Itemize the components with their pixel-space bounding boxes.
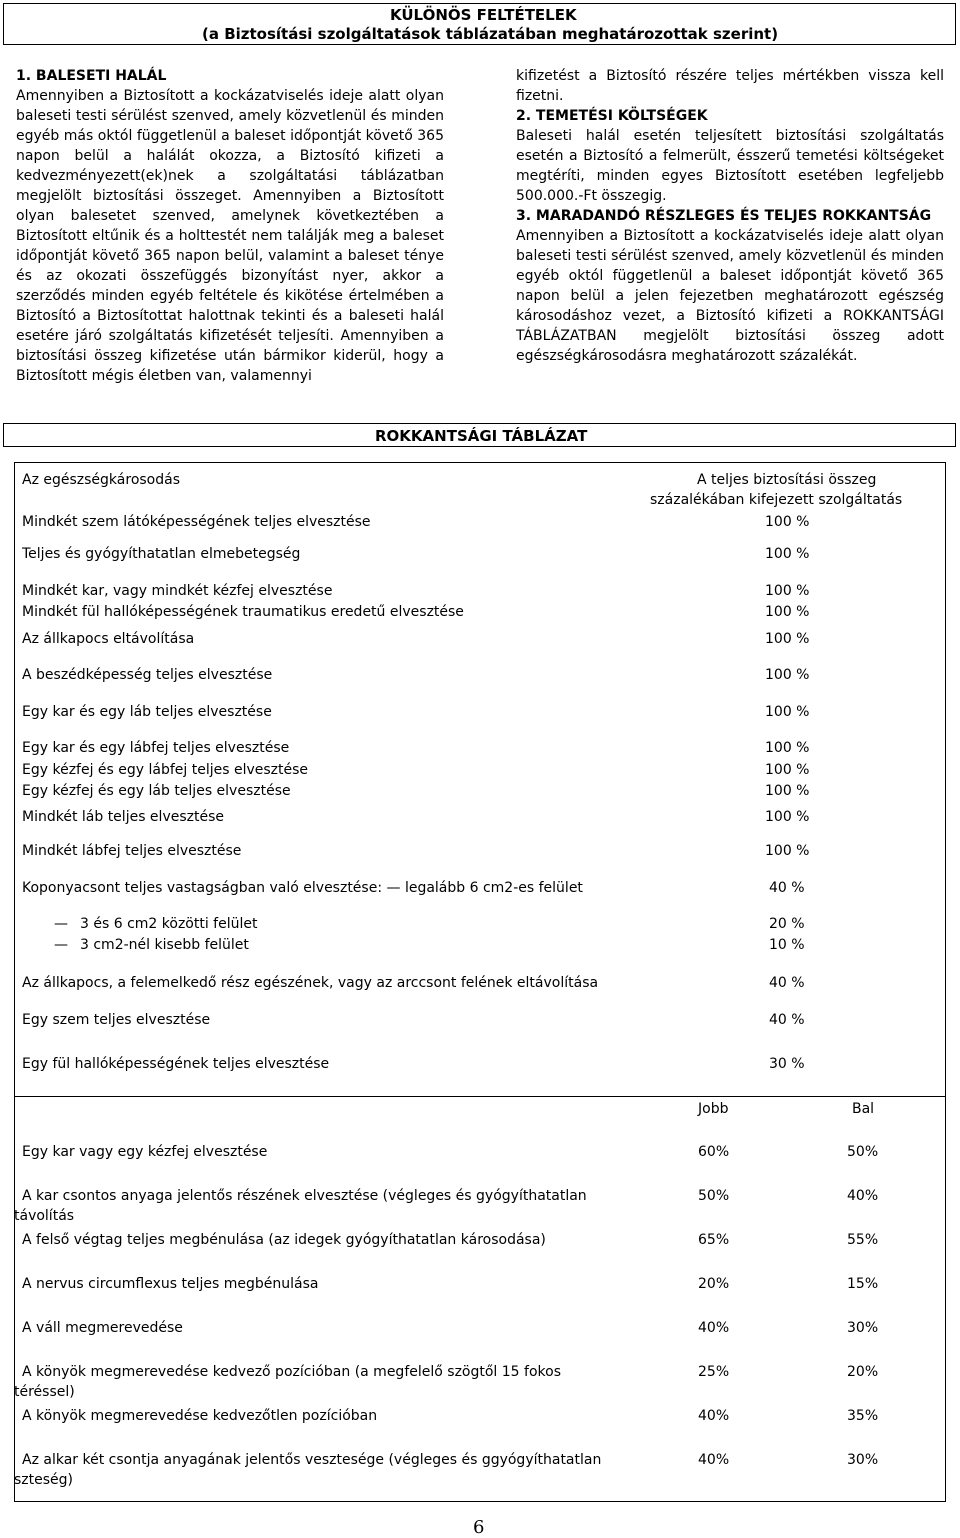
row-value: 100 % xyxy=(765,762,810,778)
row-value: 40 % xyxy=(769,1012,805,1028)
row-label: Mindkét kar, vagy mindkét kézfej elvesztése xyxy=(22,583,333,599)
row-label: Mindkét fül hallóképességének traumatikus eredetű elvesztése xyxy=(22,604,464,620)
table-border-bottom xyxy=(14,1501,946,1502)
side-row-right: 40% xyxy=(698,1452,730,1468)
row-value: 100 % xyxy=(765,783,810,799)
side-header-left: Bal xyxy=(852,1101,875,1117)
section1-title: 1. BALESETI HALÁL xyxy=(16,68,167,84)
side-row-left: 50% xyxy=(847,1144,879,1160)
left-column xyxy=(16,66,444,386)
continuation-text: kifizetést a Biztosító részére teljes mértékben vissza kell fizetni. xyxy=(516,68,944,104)
table-border-left xyxy=(14,462,15,1502)
section-divider xyxy=(14,1096,946,1097)
row-label: Mindkét lábfej teljes elvesztése xyxy=(22,843,242,859)
row-label: Mindkét láb teljes elvesztése xyxy=(22,809,224,825)
section2-text: Baleseti halál esetén teljesített biztosítási szolgáltatás esetén a Biztosító a felmerült, ésszerű temetési költségeket megtéríti, minden egyes Biztosított esetében legfeljebb 500.000.-Ft összegig. xyxy=(516,128,944,204)
side-row-label-cont: távolítás xyxy=(14,1208,75,1224)
section3-title: 3. MARADANDÓ RÉSZLEGES ÉS TELJES ROKKANTSÁG xyxy=(516,208,932,224)
side-row-label: A kar csontos anyaga jelentős részének elvesztése (végleges és gyógyíthatatlan xyxy=(22,1188,587,1204)
side-row-label: A felső végtag teljes megbénulása (az idegek gyógyíthatatlan károsodása) xyxy=(22,1232,546,1248)
section3-text: Amennyiben a Biztosított a kockázatviselés ideje alatt olyan baleseti testi sérülést szenved, amely közvetlenül és minden egyéb októl függetlenül a baleset időpontját követő 365 napon belül a jelen fejezetben meghatározott egészség károsodáshoz vezet, a Biztosító kifizeti a ROKKANTSÁGI TÁBLÁZATBAN megjelölt biztosítási összeg adott egészségkárosodásra meghatározott százalékát. xyxy=(516,228,944,364)
row-label: Egy kar és egy lábfej teljes elvesztése xyxy=(22,740,290,756)
side-row-label: Egy kar vagy egy kézfej elvesztése xyxy=(22,1144,268,1160)
side-row-right: 50% xyxy=(698,1188,730,1204)
header-subtitle: (a Biztosítási szolgáltatások táblázatában meghatározottak szerint) xyxy=(202,25,779,43)
side-row-label-cont: szteség) xyxy=(14,1472,74,1488)
header-box xyxy=(3,3,956,45)
side-row-right: 65% xyxy=(698,1232,730,1248)
side-row-label: A nervus circumflexus teljes megbénulása xyxy=(22,1276,319,1292)
row-value: 100 % xyxy=(765,809,810,825)
row-label: 3 cm2-nél kisebb felület xyxy=(80,937,249,953)
row-value: 100 % xyxy=(765,514,810,530)
disability-table xyxy=(14,462,946,1502)
right-column xyxy=(516,66,944,366)
page-number: 6 xyxy=(473,1517,485,1538)
table-title-box xyxy=(3,423,956,447)
row-value: 40 % xyxy=(769,975,805,991)
row-label: Egy kézfej és egy láb teljes elvesztése xyxy=(22,783,291,799)
side-row-right: 60% xyxy=(698,1144,730,1160)
dash-icon: — xyxy=(54,916,68,932)
row-label: Egy kézfej és egy lábfej teljes elvesztése xyxy=(22,762,309,778)
side-row-right: 40% xyxy=(698,1408,730,1424)
side-row-right: 25% xyxy=(698,1364,730,1380)
row-label: Az állkapocs, a felemelkedő rész egészének, vagy az arccsont felének eltávolítása xyxy=(22,975,599,991)
header-right-line1: A teljes biztosítási összeg xyxy=(697,472,877,488)
row-value: 100 % xyxy=(765,704,810,720)
side-row-label: A könyök megmerevedése kedvezőtlen pozícióban xyxy=(22,1408,378,1424)
row-value: 100 % xyxy=(765,631,810,647)
row-label: Az állkapocs eltávolítása xyxy=(22,631,195,647)
table-border-right xyxy=(945,462,946,1502)
side-row-right: 20% xyxy=(698,1276,730,1292)
side-row-label: A váll megmerevedése xyxy=(22,1320,183,1336)
side-row-left: 30% xyxy=(847,1320,879,1336)
row-label: Teljes és gyógyíthatatlan elmebetegség xyxy=(22,546,301,562)
side-row-left: 55% xyxy=(847,1232,879,1248)
row-label: Koponyacsont teljes vastagságban való elvesztése: — legalább 6 cm2-es felület xyxy=(22,880,583,896)
section2-title: 2. TEMETÉSI KÖLTSÉGEK xyxy=(516,108,708,124)
table-title: ROKKANTSÁGI TÁBLÁZAT xyxy=(375,427,588,445)
side-row-right: 40% xyxy=(698,1320,730,1336)
row-label: Egy szem teljes elvesztése xyxy=(22,1012,211,1028)
table-border-top xyxy=(14,462,946,463)
row-value: 100 % xyxy=(765,740,810,756)
row-value: 30 % xyxy=(769,1056,805,1072)
header-left: Az egészségkárosodás xyxy=(22,472,180,488)
row-value: 100 % xyxy=(765,843,810,859)
row-label: A beszédképesség teljes elvesztése xyxy=(22,667,273,683)
header-title: KÜLÖNÖS FELTÉTELEK xyxy=(390,6,577,24)
row-label: Egy kar és egy láb teljes elvesztése xyxy=(22,704,272,720)
side-row-left: 20% xyxy=(847,1364,879,1380)
side-row-left: 35% xyxy=(847,1408,879,1424)
row-value: 100 % xyxy=(765,546,810,562)
side-row-label: A könyök megmerevedése kedvező pozícióban (a megfelelő szögtől 15 fokos xyxy=(22,1364,561,1380)
row-label: Egy fül hallóképességének teljes elvesztése xyxy=(22,1056,330,1072)
row-value: 100 % xyxy=(765,604,810,620)
row-value: 10 % xyxy=(769,937,805,953)
row-label: Mindkét szem látóképességének teljes elvesztése xyxy=(22,514,371,530)
side-row-left: 40% xyxy=(847,1188,879,1204)
side-header-right: Jobb xyxy=(698,1101,729,1117)
dash-icon: — xyxy=(54,937,68,953)
row-value: 100 % xyxy=(765,667,810,683)
row-label: 3 és 6 cm2 közötti felület xyxy=(80,916,258,932)
side-row-label: Az alkar két csontja anyagának jelentős vesztesége (végleges és ggyógyíthatatlan xyxy=(22,1452,602,1468)
row-value: 40 % xyxy=(769,880,805,896)
side-row-left: 15% xyxy=(847,1276,879,1292)
side-row-label-cont: téréssel) xyxy=(14,1384,75,1400)
section1-text: Amennyiben a Biztosított a kockázatviselés ideje alatt olyan baleseti testi sérülést szenved, amely közvetlenül és minden egyéb más októl függetlenül a baleset időpontját követő 365 napon belül a halálát okozza, a Biztosító kifizeti a kedvezményezett(ek)nek a szolgáltatási táblázatban megjelölt biztosítási összeget. Amennyiben a Biztosított olyan balesetet szenved, amelynek következtében a Biztosított eltűnik és a holttestét nem találják meg a baleset időpontját követő 365 napon belül, valamint a baleset ténye és az okozati összefüggés bizonyítást nyer, akkor a szerződés minden egyéb feltétele és kikötése értelmében a Biztosító a Biztosítottat halottnak tekinti és a baleseti halál esetére járó szolgáltatás kifizetését teljesíti. Amennyiben a biztosítási összeg kifizetése után bármikor kiderül, hogy a Biztosított mégis életben van, valamennyi xyxy=(16,88,444,384)
header-right-line2: százalékában kifejezett szolgáltatás xyxy=(650,492,903,508)
row-value: 100 % xyxy=(765,583,810,599)
row-value: 20 % xyxy=(769,916,805,932)
side-row-left: 30% xyxy=(847,1452,879,1468)
